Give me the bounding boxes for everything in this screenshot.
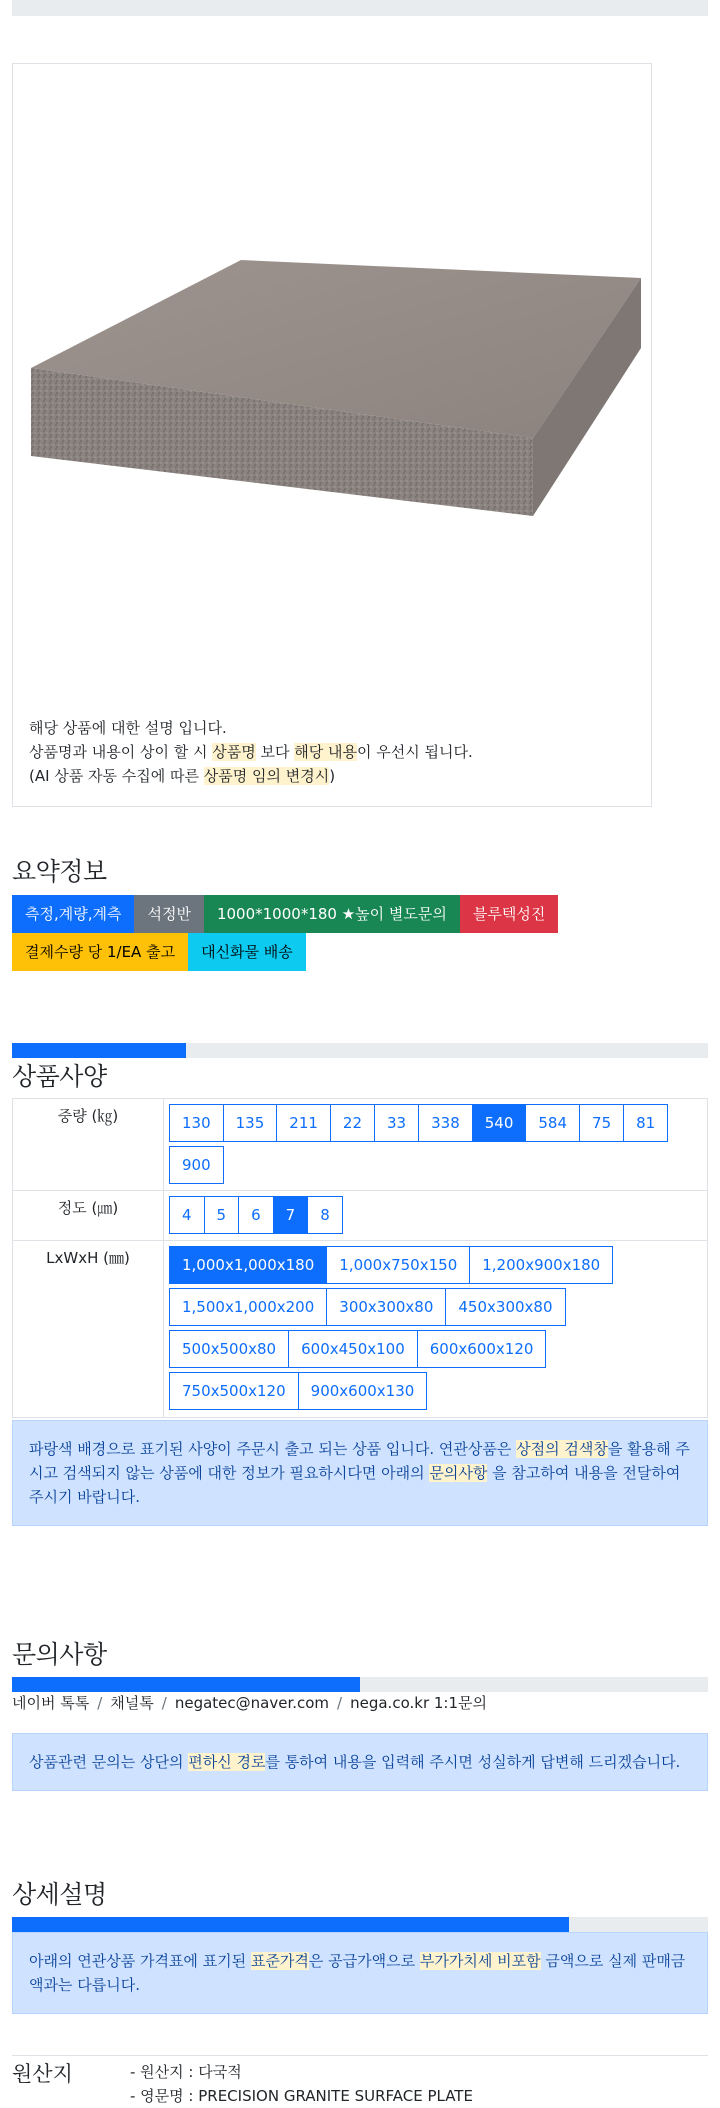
notice-text: 아래의 연관상품 가격표에 표기된 — [29, 1952, 251, 1970]
option-weight[interactable]: 81 — [623, 1104, 668, 1142]
detail-progress-bar — [12, 1917, 708, 1932]
spec-label-precision: 정도 (㎛) — [13, 1191, 164, 1241]
option-weight-selected[interactable]: 540 — [472, 1104, 527, 1142]
separator: / — [337, 1694, 343, 1712]
inquiry-title: 문의사항 — [12, 1640, 107, 1669]
spec-label-size: LxWxH (㎜) — [13, 1241, 164, 1418]
notice-text: 금액으로 실제 판매금액과는 다릅니다. — [29, 1952, 686, 1994]
spec-table — [12, 1098, 708, 1418]
description-line-3 — [29, 764, 473, 788]
option-size[interactable]: 300x300x80 — [326, 1288, 446, 1326]
spec-title: 상품사양 — [12, 1062, 107, 1091]
detail-progress-fill — [12, 1917, 569, 1932]
description-line-1: 해당 상품에 대한 설명 입니다. — [29, 719, 227, 737]
inquiry-progress-fill — [12, 1677, 360, 1692]
contact-site-inquiry[interactable]: nega.co.kr 1:1문의 — [350, 1694, 487, 1712]
description-text: 상품명과 내용이 상이 할 시 — [29, 743, 213, 761]
separator: / — [97, 1694, 103, 1712]
badge-type: 석정반 — [134, 895, 203, 933]
option-precision[interactable]: 4 — [169, 1196, 205, 1234]
highlight-preferred-route: 편하신 경로 — [188, 1753, 266, 1771]
highlight-product-name: 상품명 — [212, 743, 256, 761]
notice-text: 을 활용해 주시고 검색되지 않는 상품에 대한 정보가 필요하시다면 아래의 — [29, 1440, 690, 1482]
option-weight[interactable]: 338 — [418, 1104, 473, 1142]
option-size[interactable]: 900x600x130 — [298, 1372, 428, 1410]
option-weight[interactable]: 75 — [579, 1104, 624, 1142]
option-size[interactable]: 600x600x120 — [417, 1330, 547, 1368]
badge-brand: 블루텍성진 — [460, 895, 558, 933]
contact-links — [12, 1692, 487, 1713]
description-text: 보다 — [255, 743, 295, 761]
spec-progress-fill — [12, 1043, 186, 1058]
origin-divider — [12, 2055, 708, 2056]
size-options — [164, 1241, 708, 1418]
option-precision[interactable]: 5 — [204, 1196, 240, 1234]
precision-options — [164, 1191, 708, 1241]
highlight-vat-excluded: 부가가치세 비포함 — [419, 1952, 541, 1970]
spec-row-precision — [13, 1191, 708, 1241]
option-weight[interactable]: 584 — [525, 1104, 580, 1142]
highlight-content: 해당 내용 — [294, 743, 357, 761]
product-description — [29, 716, 473, 788]
option-weight[interactable]: 33 — [374, 1104, 419, 1142]
option-weight[interactable]: 211 — [276, 1104, 331, 1142]
option-size[interactable]: 1,000x750x150 — [326, 1246, 470, 1284]
notice-text: 상품관련 문의는 상단의 — [29, 1753, 189, 1771]
option-size[interactable]: 1,500x1,000x200 — [169, 1288, 327, 1326]
description-line-2 — [29, 740, 473, 764]
summary-title: 요약정보 — [12, 857, 107, 886]
notice-text: 을 참고하여 내용을 전달하여 주시기 바랍니다. — [29, 1464, 681, 1506]
option-size[interactable]: 750x500x120 — [169, 1372, 299, 1410]
spec-row-size — [13, 1241, 708, 1418]
option-weight[interactable]: 130 — [169, 1104, 224, 1142]
spec-notice — [12, 1420, 708, 1526]
description-text: 이 우선시 됩니다. — [356, 743, 473, 761]
product-image-card — [12, 63, 652, 807]
option-size[interactable]: 600x450x100 — [288, 1330, 418, 1368]
spec-label-weight: 중량 (㎏) — [13, 1099, 164, 1191]
inquiry-progress-bar — [12, 1677, 708, 1692]
origin-country: - 원산지 : 다국적 — [130, 2063, 242, 2081]
option-weight[interactable]: 900 — [169, 1146, 224, 1184]
option-precision[interactable]: 6 — [238, 1196, 274, 1234]
contact-email[interactable]: negatec@naver.com — [174, 1694, 330, 1712]
option-precision-selected[interactable]: 7 — [273, 1196, 309, 1234]
origin-title: 원산지 — [12, 2062, 73, 2086]
contact-naver-talk[interactable]: 네이버 톡톡 — [12, 1694, 90, 1712]
badge-shipping: 대신화물 배송 — [188, 933, 306, 971]
spec-progress-bar — [12, 1043, 708, 1058]
badge-quantity: 결제수량 당 1/EA 출고 — [12, 933, 188, 971]
spec-row-weight — [13, 1099, 708, 1191]
badge-category: 측정,계량,계측 — [12, 895, 134, 933]
option-size-selected[interactable]: 1,000x1,000x180 — [169, 1246, 327, 1284]
granite-plate-image — [13, 64, 653, 624]
origin-items — [130, 2060, 473, 2108]
origin-english-name: - 영문명 : PRECISION GRANITE SURFACE PLATE — [130, 2087, 473, 2105]
description-text: ) — [329, 767, 336, 785]
contact-channel-talk[interactable]: 채널톡 — [110, 1694, 154, 1712]
option-precision[interactable]: 8 — [307, 1196, 343, 1234]
highlight-standard-price: 표준가격 — [250, 1952, 309, 1970]
option-size[interactable]: 500x500x80 — [169, 1330, 289, 1368]
option-weight[interactable]: 22 — [330, 1104, 375, 1142]
notice-text: 은 공급가액으로 — [308, 1952, 420, 1970]
detail-notice — [12, 1932, 708, 2014]
inquiry-notice — [12, 1733, 708, 1791]
summary-badges — [12, 895, 558, 971]
weight-options — [164, 1099, 708, 1191]
detail-title: 상세설명 — [12, 1880, 107, 1909]
notice-text: 파랑색 배경으로 표기된 사양이 주문시 출고 되는 상품 입니다. 연관상품은 — [29, 1440, 517, 1458]
highlight-search-box: 상점의 검색창 — [516, 1440, 608, 1458]
separator: / — [161, 1694, 167, 1712]
top-divider-bar — [12, 0, 708, 16]
description-text: (AI 상품 자동 수집에 따른 — [29, 767, 204, 785]
option-size[interactable]: 450x300x80 — [445, 1288, 565, 1326]
highlight-inquiry: 문의사항 — [429, 1464, 488, 1482]
option-size[interactable]: 1,200x900x180 — [469, 1246, 613, 1284]
badge-size: 1000*1000*180 ★높이 별도문의 — [204, 895, 460, 933]
option-weight[interactable]: 135 — [223, 1104, 278, 1142]
notice-text: 를 통하여 내용을 입력해 주시면 성실하게 답변해 드리겠습니다. — [265, 1753, 681, 1771]
highlight-name-change: 상품명 임의 변경시 — [203, 767, 330, 785]
